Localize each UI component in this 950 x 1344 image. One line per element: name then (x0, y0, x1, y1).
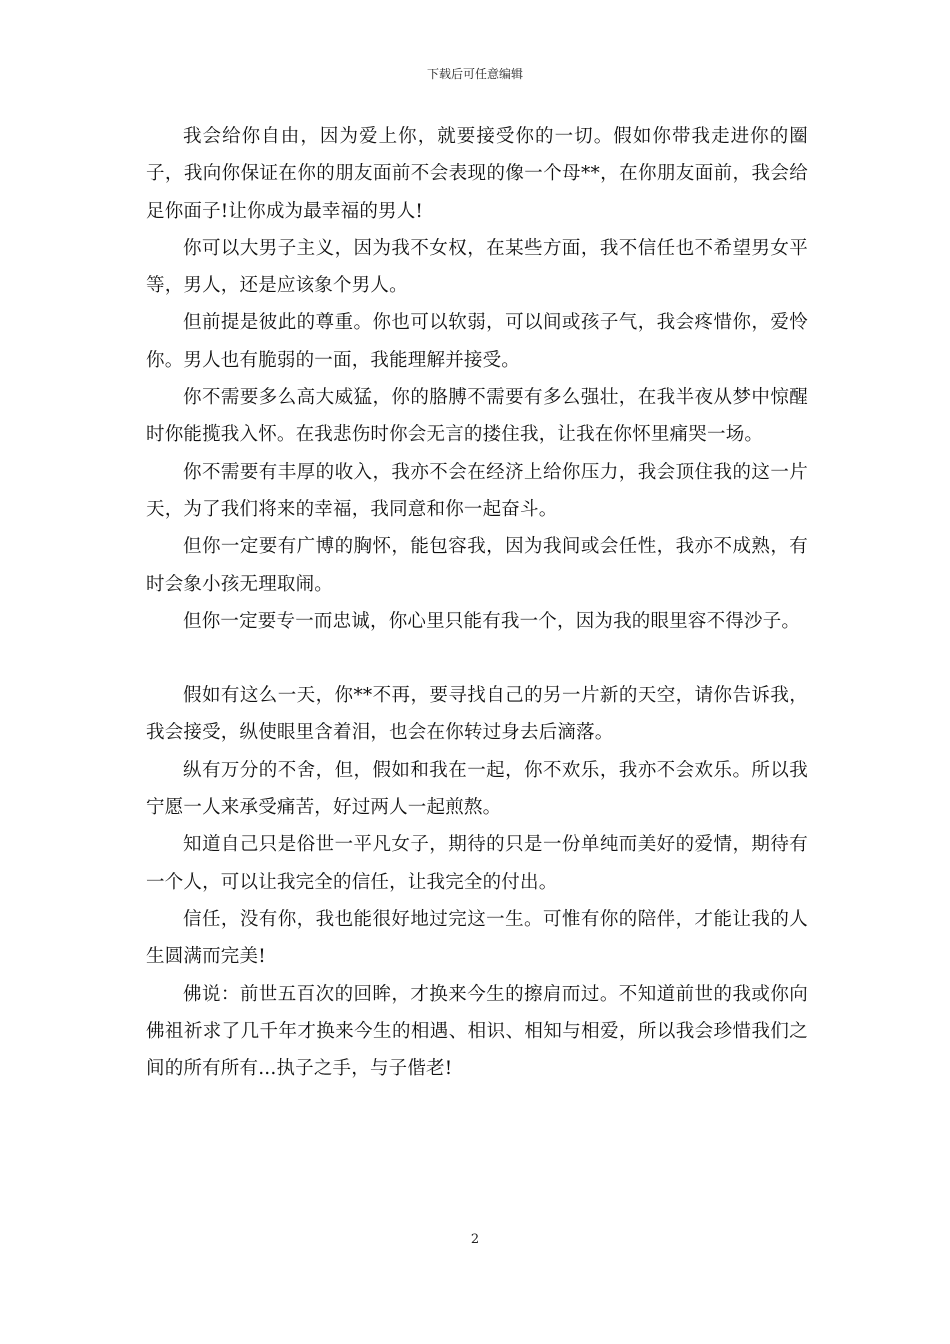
page-number: 2 (470, 1232, 480, 1247)
paragraph: 我会给你自由，因为爱上你，就要接受你的一切。假如你带我走进你的圈子，我向你保证在你的朋友面前不会表现的像一个母**，在你朋友面前，我会给足你面子!让你成为最幸福的男人! (146, 126, 808, 222)
paragraph-spacer (146, 640, 808, 677)
paragraph: 你不需要有丰厚的收入，我亦不会在经济上给你压力，我会顶住我的这一片天，为了我们将来的幸福，我同意和你一起奋斗。 (146, 461, 808, 520)
paragraph: 纵有万分的不舍，但，假如和我在一起，你不欢乐，我亦不会欢乐。所以我宁愿一人来承受痛苦，好过两人一起煎熬。 (146, 759, 808, 819)
paragraph: 但前提是彼此的尊重。你也可以软弱，可以间或孩子气，我会疼惜你，爱怜你。男人也有脆弱的一面，我能理解并接受。 (146, 312, 808, 371)
paragraph: 佛说：前世五百次的回眸，才换来今生的擦肩而过。不知道前世的我或你向佛祖祈求了几千年才换来今生的相遇、相识、相知与相爱，所以我会珍惜我们之间的所有所有...执子之手，与子偕老! (146, 983, 808, 1080)
paragraph: 你不需要多么高大威猛，你的胳膊不需要有多么强壮，在我半夜从梦中惊醒时你能揽我入怀。在我悲伤时你会无言的搂住我，让我在你怀里痛哭一场。 (146, 387, 808, 446)
paragraph: 但你一定要有广博的胸怀，能包容我，因为我间或会任性，我亦不成熟，有时会象小孩无理取闹。 (146, 536, 808, 595)
document-body (146, 118, 808, 1087)
paragraph: 但你一定要专一而忠诚，你心里只能有我一个，因为我的眼里容不得沙子。 (183, 610, 801, 632)
page-header: 下载后可任意编辑 (426, 67, 523, 81)
paragraph: 假如有这么一天，你**不再，要寻找自己的另一片新的天空，请你告诉我，我会接受，纵使眼里含着泪，也会在你转过身去后滴落。 (146, 685, 808, 744)
paragraph: 知道自己只是俗世一平凡女子，期待的只是一份单纯而美好的爱情，期待有一个人，可以让我完全的信任，让我完全的付出。 (146, 834, 808, 893)
paragraph: 你可以大男子主义，因为我不女权，在某些方面，我不信任也不希望男女平等，男人，还是应该象个男人。 (146, 237, 808, 297)
paragraph: 信任，没有你，我也能很好地过完这一生。可惟有你的陪伴，才能让我的人生圆满而完美! (146, 908, 808, 968)
